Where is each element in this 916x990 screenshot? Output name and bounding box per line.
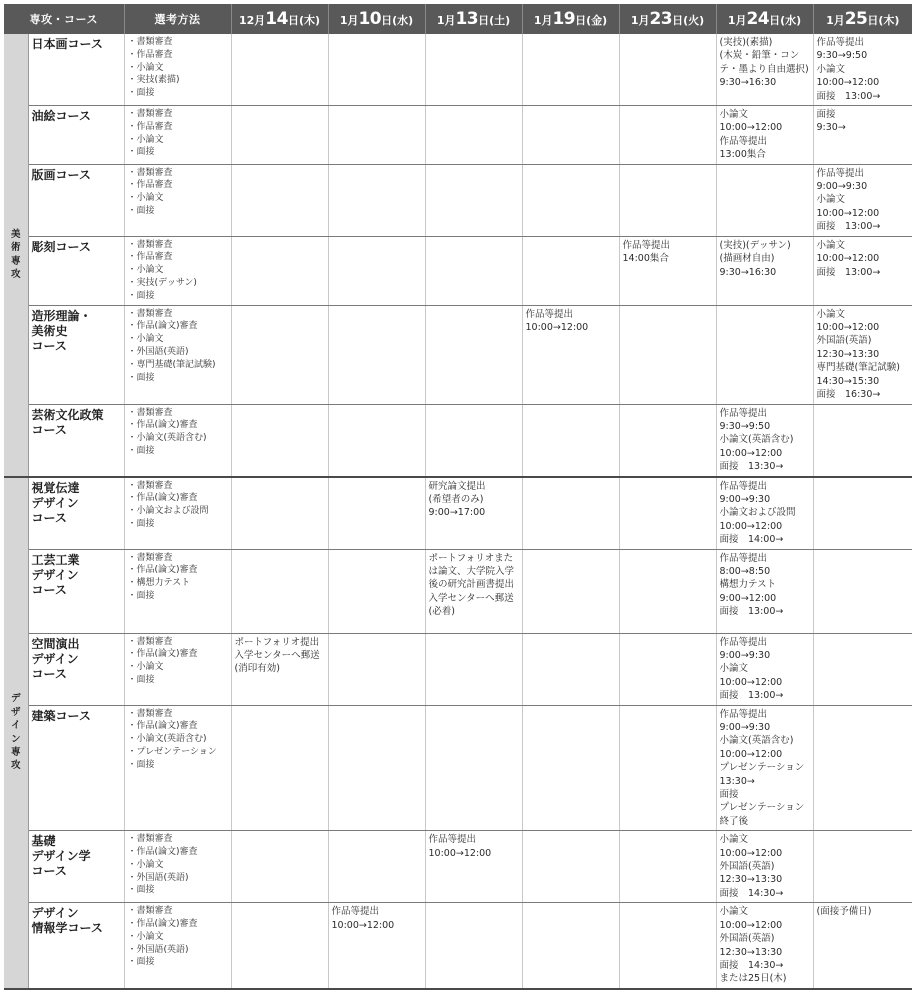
- header-date: [231, 4, 328, 34]
- header-date-weekday: (火): [683, 14, 705, 27]
- method-item: ・面接: [127, 372, 155, 383]
- schedule-cell: 作品等提出 9:00→9:30 小論文(英語含む) 10:00→12:00 プレゼンテーション 13:30→ 面接 プレゼンテーション終了後: [716, 705, 813, 831]
- method-item: ・書類審査: [127, 167, 173, 178]
- schedule-cell: [231, 305, 328, 404]
- method-item: ・小論文: [127, 931, 164, 942]
- schedule-cell: ポートフォリオまたは論文、大学院入学後の研究計画書提出 入学センターへ郵送(必着): [425, 549, 522, 633]
- schedule-cell: [231, 404, 328, 477]
- header-date-weekday: (木): [298, 14, 321, 27]
- header-date: [425, 4, 522, 34]
- method-item: ・作品(論文)審査: [127, 493, 198, 504]
- schedule-cell: [619, 633, 716, 705]
- method-item: ・小論文(英語含む): [127, 433, 207, 444]
- course-row: [4, 34, 912, 106]
- header-date-weekday: (水): [392, 14, 414, 27]
- schedule-cell: 作品等提出 9:00→9:30 小論文 10:00→12:00 面接 13:00→: [716, 633, 813, 705]
- schedule-cell: [231, 549, 328, 633]
- schedule-cell: [619, 903, 716, 989]
- header-course: 専攻・コース: [4, 4, 124, 34]
- method-item: ・外国語(英語): [127, 347, 189, 358]
- schedule-body: [4, 34, 912, 989]
- schedule-cell: [425, 305, 522, 404]
- header-date-month: 12月: [238, 14, 266, 27]
- method-item: ・面接: [127, 759, 155, 770]
- major-name: デザイン専攻: [10, 693, 21, 772]
- schedule-cell: [231, 903, 328, 989]
- selection-methods: [124, 236, 231, 305]
- schedule-cell: [231, 705, 328, 831]
- course-name: 版画コース: [28, 164, 124, 236]
- header-date-day: 23: [649, 9, 673, 29]
- course-name: デザイン 情報学コース: [28, 903, 124, 989]
- schedule-cell: 研究論文提出 (希望者のみ) 9:00→17:00: [425, 477, 522, 550]
- course-row: [4, 106, 912, 165]
- schedule-cell: [522, 34, 619, 106]
- selection-methods: [124, 903, 231, 989]
- schedule-cell: 作品等提出 14:00集合: [619, 236, 716, 305]
- selection-methods: [124, 164, 231, 236]
- schedule-cell: [328, 236, 425, 305]
- course-name: 工芸工業 デザイン コース: [28, 549, 124, 633]
- schedule-cell: 小論文 10:00→12:00 外国語(英語) 12:30→13:30 面接 14:30→ または25日(木): [716, 903, 813, 989]
- method-item: ・書類審査: [127, 906, 173, 917]
- header-date: [328, 4, 425, 34]
- selection-methods: [124, 831, 231, 903]
- method-item: ・外国語(英語): [127, 944, 189, 955]
- method-item: ・作品(論文)審査: [127, 721, 198, 732]
- method-item: ・作品審査: [127, 121, 173, 132]
- schedule-cell: [813, 633, 912, 705]
- schedule-cell: 面接 9:30→: [813, 106, 912, 165]
- schedule-cell: [328, 477, 425, 550]
- method-item: ・作品審査: [127, 49, 173, 60]
- major-name: 美術専攻: [10, 228, 21, 281]
- schedule-cell: (実技)(デッサン) (描画材自由) 9:30→16:30: [716, 236, 813, 305]
- schedule-cell: 作品等提出 8:00→8:50 構想力テスト 9:00→12:00 面接 13:00→: [716, 549, 813, 633]
- method-item: ・小論文および設問: [127, 506, 209, 517]
- schedule-cell: 小論文 10:00→12:00 作品等提出 13:00集合: [716, 106, 813, 165]
- selection-methods: [124, 305, 231, 404]
- header-date-month: 1月: [630, 14, 650, 27]
- schedule-cell: [425, 236, 522, 305]
- schedule-cell: [328, 831, 425, 903]
- schedule-cell: [619, 106, 716, 165]
- method-item: ・書類審査: [127, 834, 173, 845]
- course-name: 油絵コース: [28, 106, 124, 165]
- schedule-cell: ポートフォリオ提出 入学センターへ郵送(消印有効): [231, 633, 328, 705]
- schedule-cell: [522, 106, 619, 165]
- schedule-cell: [522, 903, 619, 989]
- method-item: ・小論文: [127, 334, 164, 345]
- method-item: ・書類審査: [127, 480, 173, 491]
- header-date-suffix: 日: [769, 14, 781, 27]
- course-name: 日本画コース: [28, 34, 124, 106]
- method-item: ・小論文: [127, 62, 164, 73]
- schedule-cell: 作品等提出 10:00→12:00: [522, 305, 619, 404]
- course-row: [4, 633, 912, 705]
- method-item: ・書類審査: [127, 708, 173, 719]
- schedule-cell: [328, 106, 425, 165]
- method-item: ・外国語(英語): [127, 872, 189, 883]
- method-item: ・小論文: [127, 134, 164, 145]
- course-row: [4, 903, 912, 989]
- schedule-cell: [813, 404, 912, 477]
- method-item: ・作品(論文)審査: [127, 321, 198, 332]
- method-item: ・面接: [127, 88, 155, 99]
- method-item: ・書類審査: [127, 308, 173, 319]
- method-item: ・書類審査: [127, 239, 173, 250]
- schedule-cell: [619, 831, 716, 903]
- course-name: 空間演出 デザイン コース: [28, 633, 124, 705]
- course-row: [4, 705, 912, 831]
- schedule-cell: [328, 404, 425, 477]
- course-name: 芸術文化政策 コース: [28, 404, 124, 477]
- course-row: [4, 236, 912, 305]
- header-date-day: 19: [552, 9, 576, 29]
- schedule-cell: [425, 106, 522, 165]
- schedule-cell: [231, 106, 328, 165]
- schedule-cell: 小論文 10:00→12:00 外国語(英語) 12:30→13:30 専門基礎(筆記試験) 14:30→15:30 面接 16:30→: [813, 305, 912, 404]
- method-item: ・書類審査: [127, 109, 173, 120]
- header-date: [716, 4, 813, 34]
- method-item: ・面接: [127, 518, 155, 529]
- method-item: ・作品(論文)審査: [127, 420, 198, 431]
- course-row: [4, 164, 912, 236]
- schedule-cell: [328, 34, 425, 106]
- schedule-cell: [425, 404, 522, 477]
- method-item: ・書類審査: [127, 636, 173, 647]
- header-date-suffix: 日: [287, 14, 299, 27]
- header-date-weekday: (水): [780, 14, 802, 27]
- schedule-cell: 作品等提出 9:00→9:30 小論文および設問 10:00→12:00 面接 14:00→: [716, 477, 813, 550]
- method-item: ・実技(素描): [127, 75, 180, 86]
- header-date-day: 25: [844, 9, 868, 29]
- header-row: [4, 4, 912, 34]
- schedule-cell: [522, 164, 619, 236]
- schedule-cell: [231, 164, 328, 236]
- header-date: [522, 4, 619, 34]
- schedule-cell: [522, 236, 619, 305]
- selection-methods: [124, 633, 231, 705]
- method-item: ・面接: [127, 147, 155, 158]
- schedule-cell: [231, 477, 328, 550]
- header-date-suffix: 日: [672, 14, 684, 27]
- schedule-cell: [328, 549, 425, 633]
- major-label: [4, 34, 28, 477]
- method-item: ・構想力テスト: [127, 578, 191, 589]
- schedule-cell: [619, 305, 716, 404]
- course-name: 視覚伝達 デザイン コース: [28, 477, 124, 550]
- selection-methods: [124, 106, 231, 165]
- schedule-cell: [231, 34, 328, 106]
- header-date: [813, 4, 912, 34]
- method-item: ・作品(論文)審査: [127, 919, 198, 930]
- schedule-cell: [522, 477, 619, 550]
- method-item: ・小論文: [127, 193, 164, 204]
- method-item: ・面接: [127, 674, 155, 685]
- major-label: [4, 477, 28, 989]
- course-name: 基礎 デザイン学 コース: [28, 831, 124, 903]
- schedule-cell: [522, 549, 619, 633]
- course-row: [4, 404, 912, 477]
- header-date-weekday: (木): [878, 14, 900, 27]
- exam-schedule-table: [4, 4, 912, 990]
- method-item: ・小論文(英語含む): [127, 734, 207, 745]
- schedule-cell: [619, 705, 716, 831]
- header-date-day: 24: [746, 9, 770, 29]
- schedule-cell: [328, 633, 425, 705]
- method-item: ・作品(論文)審査: [127, 649, 198, 660]
- selection-methods: [124, 705, 231, 831]
- schedule-cell: (実技)(素描) (木炭・鉛筆・コンテ・墨より自由選択) 9:30→16:30: [716, 34, 813, 106]
- schedule-cell: [522, 831, 619, 903]
- header-date-suffix: 日: [478, 14, 490, 27]
- method-item: ・専門基礎(筆記試験): [127, 359, 216, 370]
- schedule-cell: [231, 236, 328, 305]
- schedule-cell: (面接予備日): [813, 903, 912, 989]
- header-date-day: 13: [455, 9, 479, 29]
- course-name: 造形理論・ 美術史 コース: [28, 305, 124, 404]
- schedule-cell: [813, 477, 912, 550]
- schedule-cell: 作品等提出 10:00→12:00: [328, 903, 425, 989]
- method-item: ・面接: [127, 290, 155, 301]
- header-date-month: 1月: [436, 14, 456, 27]
- schedule-cell: 作品等提出 10:00→12:00: [425, 831, 522, 903]
- schedule-cell: [813, 705, 912, 831]
- method-item: ・作品審査: [127, 252, 173, 263]
- schedule-cell: [619, 404, 716, 477]
- method-item: ・小論文: [127, 859, 164, 870]
- course-row: [4, 477, 912, 550]
- course-row: [4, 831, 912, 903]
- method-item: ・小論文: [127, 662, 164, 673]
- header-date-suffix: 日: [867, 14, 879, 27]
- course-row: [4, 549, 912, 633]
- schedule-cell: [231, 831, 328, 903]
- selection-methods: [124, 404, 231, 477]
- schedule-cell: [425, 633, 522, 705]
- header-date: [619, 4, 716, 34]
- schedule-cell: [522, 404, 619, 477]
- method-item: ・面接: [127, 590, 155, 601]
- schedule-cell: [425, 34, 522, 106]
- schedule-cell: [328, 705, 425, 831]
- method-item: ・小論文: [127, 265, 164, 276]
- schedule-cell: [425, 705, 522, 831]
- method-item: ・面接: [127, 957, 155, 968]
- schedule-cell: [425, 903, 522, 989]
- header-date-weekday: (金): [586, 14, 608, 27]
- course-name: 彫刻コース: [28, 236, 124, 305]
- method-item: ・プレゼンテーション: [127, 747, 217, 757]
- schedule-cell: [619, 34, 716, 106]
- header-date-month: 1月: [533, 14, 553, 27]
- method-item: ・書類審査: [127, 37, 173, 47]
- schedule-cell: [813, 549, 912, 633]
- method-item: ・面接: [127, 445, 155, 456]
- schedule-cell: [619, 164, 716, 236]
- method-item: ・面接: [127, 206, 155, 217]
- selection-methods: [124, 477, 231, 550]
- schedule-cell: [619, 549, 716, 633]
- header-date-weekday: (土): [489, 14, 511, 27]
- method-item: ・書類審査: [127, 407, 173, 418]
- schedule-cell: [328, 164, 425, 236]
- header-date-day: 10: [358, 9, 382, 29]
- schedule-cell: [619, 477, 716, 550]
- selection-methods: [124, 549, 231, 633]
- schedule-cell: [716, 305, 813, 404]
- header-method: 選考方法: [124, 4, 231, 34]
- schedule-cell: [522, 633, 619, 705]
- method-item: ・実技(デッサン): [127, 278, 197, 289]
- schedule-cell: [522, 705, 619, 831]
- header-date-month: 1月: [826, 14, 845, 27]
- method-item: ・作品(論文)審査: [127, 565, 198, 576]
- method-item: ・面接: [127, 885, 155, 896]
- schedule-cell: 小論文 10:00→12:00 面接 13:00→: [813, 236, 912, 305]
- header-date-suffix: 日: [575, 14, 587, 27]
- header-date-month: 1月: [339, 14, 359, 27]
- course-row: [4, 305, 912, 404]
- schedule-cell: [425, 164, 522, 236]
- schedule-cell: [716, 164, 813, 236]
- schedule-cell: [813, 831, 912, 903]
- schedule-cell: 作品等提出 9:30→9:50 小論文(英語含む) 10:00→12:00 面接 13:30→: [716, 404, 813, 477]
- method-item: ・書類審査: [127, 552, 173, 563]
- method-item: ・作品審査: [127, 180, 173, 191]
- method-item: ・作品(論文)審査: [127, 847, 198, 858]
- selection-methods: [124, 34, 231, 106]
- course-name: 建築コース: [28, 705, 124, 831]
- schedule-cell: 小論文 10:00→12:00 外国語(英語) 12:30→13:30 面接 14:30→: [716, 831, 813, 903]
- schedule-cell: 作品等提出 9:30→9:50 小論文 10:00→12:00 面接 13:00→: [813, 34, 912, 106]
- header-date-month: 1月: [727, 14, 747, 27]
- header-date-suffix: 日: [381, 14, 393, 27]
- schedule-cell: 作品等提出 9:00→9:30 小論文 10:00→12:00 面接 13:00→: [813, 164, 912, 236]
- header-date-day: 14: [265, 9, 288, 29]
- schedule-cell: [328, 305, 425, 404]
